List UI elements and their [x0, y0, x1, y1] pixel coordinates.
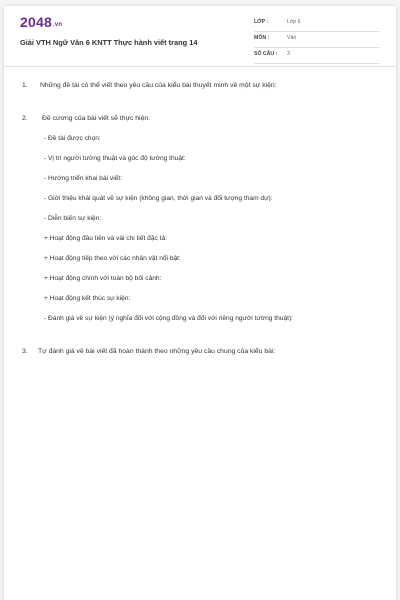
question-2-number: 2. [22, 115, 28, 122]
question-2-line-10: - Đánh giá về sự kiện (ý nghĩa đối với cộng đồng và đối với riêng người tường thuật): [44, 315, 293, 322]
question-1-text: Những đề tài có thể viết theo yêu cầu của kiểu bài thuyết minh về một sự kiện: [40, 82, 277, 89]
meta-grade-value: Lớp 6 [287, 19, 301, 25]
meta-count-label: SỐ CÂU : [254, 51, 278, 57]
question-2-line-7: + Hoạt động tiếp theo với các nhân vật nổi bật: [44, 255, 181, 262]
question-2-line-3: - Hướng triển khai bài viết: [44, 175, 123, 182]
logo-suffix: .vn [52, 22, 63, 28]
question-1-number: 1. [22, 82, 28, 89]
page-title: Giải VTH Ngữ Văn 6 KNTT Thực hành viết trang 14 [20, 38, 198, 47]
question-3-number: 3. [22, 348, 28, 355]
meta-count-value: 3 [287, 51, 290, 57]
site-logo[interactable] [20, 14, 62, 30]
question-2-line-5: - Diễn biến sự kiện: [44, 215, 102, 222]
meta-count-row [254, 49, 380, 64]
question-3-text: Tự đánh giá về bài viết đã hoàn thành theo những yêu cầu chung của kiểu bài: [38, 348, 276, 355]
question-2-text: Đề cương của bài viết sẽ thực hiện: [42, 115, 151, 122]
question-2-line-9: + Hoạt động kết thúc sự kiện: [44, 295, 131, 302]
question-2-line-2: - Vị trí người tường thuật và góc độ tường thuật: [44, 155, 186, 162]
worksheet-header [4, 6, 396, 67]
worksheet-page [4, 6, 396, 600]
question-2-line-8: + Hoạt động chính với toàn bộ bối cảnh: [44, 275, 162, 282]
meta-subject-value: Văn [287, 35, 297, 41]
question-2-line-1: - Đề tài được chọn: [44, 135, 101, 142]
question-2-line-4: - Giới thiệu khái quát về sự kiện (không gian, thời gian và đối tượng tham dự): [44, 195, 273, 202]
meta-subject-row [254, 33, 380, 48]
question-2-line-6: + Hoạt động đầu tiên và vài chi tiết đặc tả: [44, 235, 167, 242]
meta-grade-label: LỚP : [254, 19, 269, 25]
meta-grade-row [254, 17, 380, 32]
meta-subject-label: MÔN : [254, 35, 270, 41]
logo-main: 2048 [20, 14, 52, 30]
